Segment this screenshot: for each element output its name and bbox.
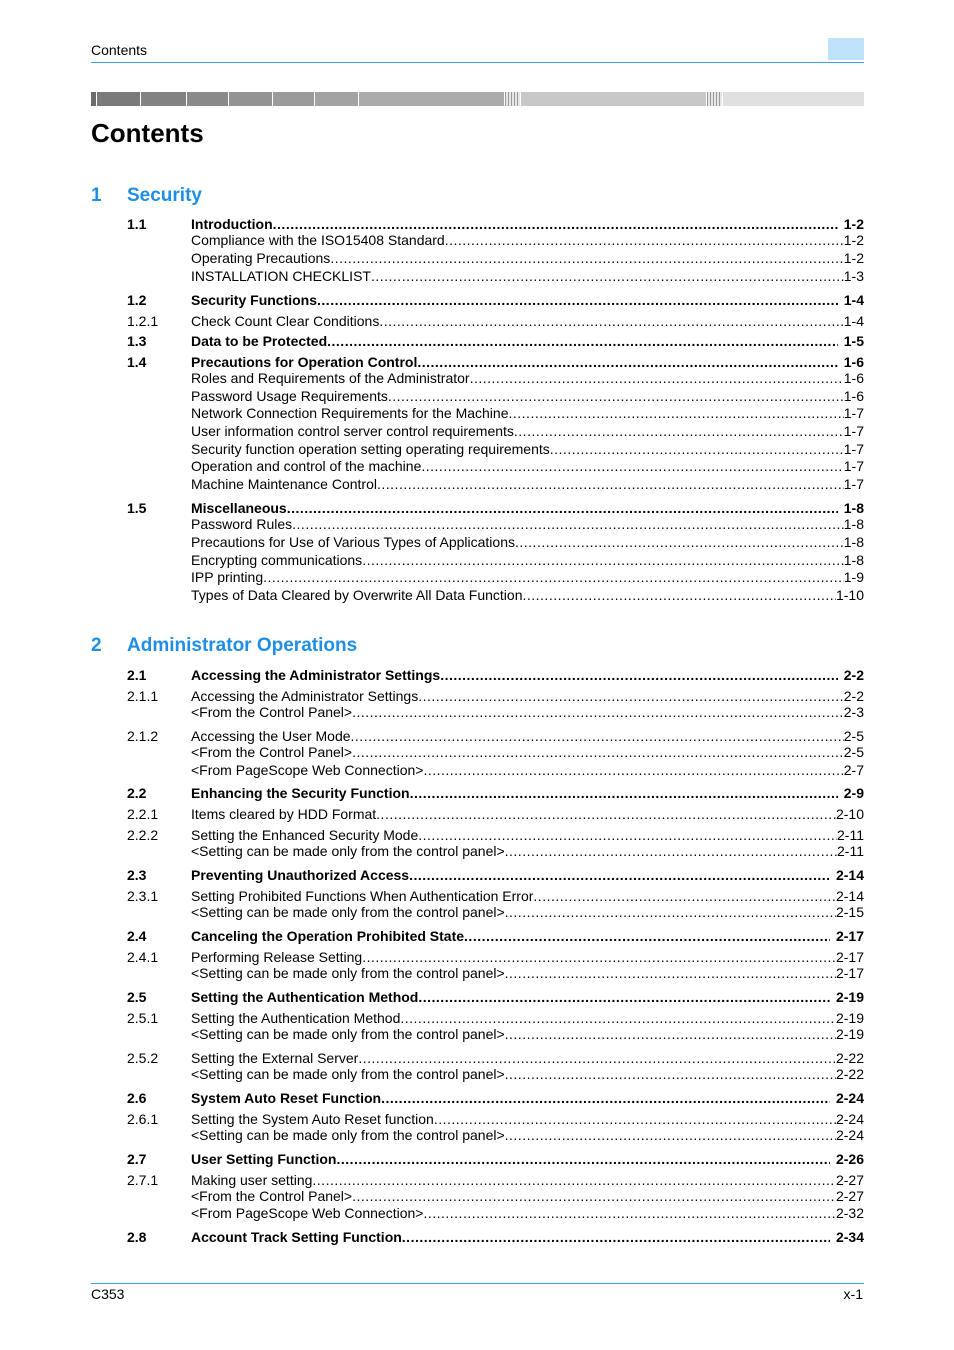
- toc-entry-title: Operation and control of the machine: [191, 458, 422, 474]
- toc-entry-number: 2.6: [127, 1090, 147, 1106]
- toc-leader-dots: [417, 354, 837, 371]
- toc-leader-dots: [505, 1026, 836, 1043]
- toc-entry-number: 2.5.1: [127, 1010, 159, 1026]
- toc-entry-line: [191, 843, 864, 860]
- toc-entry-title: Network Connection Requirements for the Machine: [191, 405, 509, 421]
- toc-entry-page: 2-14: [835, 867, 864, 883]
- toc-leader-dots: [352, 1188, 836, 1205]
- toc-entry[interactable]: [0, 843, 954, 860]
- toc-entry[interactable]: [0, 216, 954, 233]
- toc-entry-title: <Setting can be made only from the control panel>: [191, 843, 505, 859]
- toc-entry-line: [191, 1111, 864, 1128]
- toc-entry-line: [191, 534, 864, 551]
- toc-entry[interactable]: [0, 388, 954, 405]
- toc-entry-title: <Setting can be made only from the control panel>: [191, 904, 505, 920]
- toc-entry-title: <From the Control Panel>: [191, 704, 353, 720]
- toc-entry-line: [191, 587, 864, 604]
- toc-entry-title: Compliance with the ISO15408 Standard: [191, 232, 445, 248]
- toc-entry-line: [191, 904, 864, 921]
- toc-leader-dots: [402, 1229, 830, 1246]
- toc-entry-title: Setting Prohibited Functions When Authentication Error: [191, 888, 534, 904]
- toc-entry-line: [191, 405, 864, 422]
- toc-entry-number: 2.3: [127, 867, 147, 883]
- toc-entry-number: 2.7.1: [127, 1172, 159, 1188]
- toc-entry-number: 2.5.2: [127, 1050, 159, 1066]
- toc-entry[interactable]: [0, 423, 954, 440]
- toc-leader-dots: [376, 806, 836, 823]
- toc-entry-title: Introduction: [191, 216, 273, 232]
- toc-entry-number: 2.6.1: [127, 1111, 159, 1127]
- toc-leader-dots: [505, 965, 836, 982]
- toc-entry-page: 2-19: [835, 1010, 864, 1026]
- toc-entry-line: [191, 744, 864, 761]
- toc-entry-number: 2.4: [127, 928, 147, 944]
- toc-entry[interactable]: [0, 1188, 954, 1205]
- toc-leader-dots: [409, 867, 830, 884]
- toc-entry[interactable]: [0, 476, 954, 493]
- toc-entry-line: [191, 1172, 864, 1189]
- toc-entry-title: Setting the System Auto Reset function: [191, 1111, 434, 1127]
- toc-entry-number: 2.7: [127, 1151, 147, 1167]
- toc-entry-line: [191, 827, 864, 844]
- footer-page-number: x-1: [843, 1286, 863, 1302]
- toc-entry-page: 2-11: [837, 843, 864, 859]
- decorative-title-bar: [91, 92, 864, 106]
- toc-entry[interactable]: [0, 569, 954, 586]
- toc-entry-title: Accessing the User Mode: [191, 728, 351, 744]
- toc-leader-dots: [362, 552, 844, 569]
- toc-entry-page: 2-14: [835, 888, 864, 904]
- toc-entry-title: Canceling the Operation Prohibited State: [191, 928, 465, 944]
- toc-entry-page: 2-17: [835, 928, 864, 944]
- toc-entry-line: [191, 458, 864, 475]
- toc-entry[interactable]: [0, 989, 954, 1006]
- toc-entry-line: [191, 500, 864, 517]
- footer-model: C353: [91, 1286, 125, 1302]
- toc-entry[interactable]: [0, 806, 954, 823]
- toc-entry[interactable]: [0, 292, 954, 309]
- toc-entry-title: Machine Maintenance Control: [191, 476, 377, 492]
- toc-entry-line: [191, 667, 864, 684]
- toc-entry[interactable]: [0, 250, 954, 267]
- toc-entry-page: 1-2: [843, 216, 864, 232]
- toc-entry-title: <From PageScope Web Connection>: [191, 1205, 424, 1221]
- toc-entry[interactable]: [0, 441, 954, 458]
- toc-entry-page: 1-7: [843, 476, 864, 492]
- toc-leader-dots: [381, 1090, 830, 1107]
- toc-entry-page: 2-9: [843, 785, 864, 801]
- toc-entry-page: 1-8: [843, 516, 864, 532]
- toc-entry-page: 1-7: [843, 441, 864, 457]
- toc-entry-number: 1.5: [127, 500, 147, 516]
- toc-entry[interactable]: [0, 587, 954, 604]
- toc-entry[interactable]: [0, 1229, 954, 1246]
- page-title: Contents: [91, 118, 204, 148]
- toc-entry-page: 2-2: [843, 688, 864, 704]
- toc-entry-title: Performing Release Setting: [191, 949, 363, 965]
- toc-entry-page: 1-4: [843, 313, 864, 329]
- toc-entry-line: [191, 867, 864, 884]
- toc-entry-title: Accessing the Administrator Settings: [191, 667, 441, 683]
- toc-entry-title: Security function operation setting operating requirements: [191, 441, 550, 457]
- toc-entry-title: Password Usage Requirements: [191, 388, 388, 404]
- toc-entry[interactable]: [0, 1172, 954, 1189]
- toc-entry-number: 2.3.1: [127, 888, 159, 904]
- toc-entry-line: [191, 216, 864, 233]
- toc-entry[interactable]: [0, 728, 954, 745]
- chapter-heading[interactable]: [91, 635, 864, 659]
- toc-entry-page: 1-10: [835, 587, 864, 603]
- toc-entry-page: 2-17: [835, 965, 864, 981]
- toc-entry-page: 1-7: [843, 458, 864, 474]
- toc-entry-line: [191, 806, 864, 823]
- toc-entry-title: User information control server control requirements: [191, 423, 514, 439]
- toc-entry-page: 1-6: [843, 388, 864, 404]
- toc-entry-title: Password Rules: [191, 516, 293, 532]
- toc-entry[interactable]: [0, 1111, 954, 1128]
- toc-leader-dots: [514, 423, 844, 440]
- toc-entry-line: [191, 441, 864, 458]
- toc-entry[interactable]: [0, 1026, 954, 1043]
- toc-entry-page: 1-2: [843, 232, 864, 248]
- toc-entry-page: 2-5: [843, 744, 864, 760]
- toc-leader-dots: [418, 688, 844, 705]
- toc-leader-dots: [445, 232, 844, 249]
- toc-entry-title: <From the Control Panel>: [191, 1188, 353, 1204]
- chapter-number: 1: [91, 185, 102, 206]
- toc-entry-page: 2-27: [835, 1188, 864, 1204]
- toc-entry-page: 2-24: [835, 1127, 864, 1143]
- toc-leader-dots: [377, 476, 844, 493]
- toc-entry-page: 2-17: [835, 949, 864, 965]
- toc-entry-title: Encrypting communications: [191, 552, 363, 568]
- toc-entry-line: [191, 476, 864, 493]
- toc-entry[interactable]: [0, 1090, 954, 1107]
- toc-entry-line: [191, 313, 864, 330]
- toc-entry-page: 2-24: [835, 1111, 864, 1127]
- toc-leader-dots: [362, 949, 836, 966]
- toc-entry-title: Types of Data Cleared by Overwrite All Data Function: [191, 587, 523, 603]
- toc-entry-page: 2-11: [837, 827, 864, 843]
- toc-leader-dots: [533, 888, 836, 905]
- toc-leader-dots: [515, 534, 844, 551]
- toc-entry-number: 1.1: [127, 216, 147, 232]
- toc-entry-line: [191, 1151, 864, 1168]
- toc-leader-dots: [352, 744, 844, 761]
- toc-leader-dots: [263, 569, 844, 586]
- toc-entry[interactable]: [0, 500, 954, 517]
- toc-entry-number: 2.8: [127, 1229, 147, 1245]
- toc-leader-dots: [371, 268, 844, 285]
- toc-leader-dots: [287, 500, 838, 517]
- toc-entry-line: [191, 333, 864, 350]
- toc-leader-dots: [522, 587, 835, 604]
- toc-entry-line: [191, 388, 864, 405]
- toc-entry-title: Miscellaneous: [191, 500, 287, 516]
- toc-entry-page: 1-3: [843, 268, 864, 284]
- toc-entry-page: 2-2: [843, 667, 864, 683]
- chapter-heading[interactable]: [91, 185, 864, 209]
- toc-leader-dots: [317, 292, 838, 309]
- toc-leader-dots: [358, 1050, 836, 1067]
- toc-entry-number: 2.4.1: [127, 949, 159, 965]
- toc-entry-number: 1.3: [127, 333, 147, 349]
- toc-leader-dots: [505, 843, 837, 860]
- toc-entry[interactable]: [0, 704, 954, 721]
- toc-leader-dots: [410, 785, 838, 802]
- toc-entry-title: Roles and Requirements of the Administrator: [191, 370, 470, 386]
- toc-entry-page: 2-34: [835, 1229, 864, 1245]
- toc-leader-dots: [464, 928, 830, 945]
- chapter-title: Administrator Operations: [127, 635, 358, 656]
- toc-entry-page: 1-8: [843, 534, 864, 550]
- toc-entry-line: [191, 1188, 864, 1205]
- toc-entry-line: [191, 1127, 864, 1144]
- toc-leader-dots: [505, 1127, 836, 1144]
- toc-entry-line: [191, 1050, 864, 1067]
- toc-entry[interactable]: [0, 965, 954, 982]
- toc-entry-number: 2.2.1: [127, 806, 159, 822]
- toc-entry[interactable]: [0, 313, 954, 330]
- toc-leader-dots: [388, 388, 844, 405]
- toc-entry[interactable]: [0, 928, 954, 945]
- toc-entry-line: [191, 292, 864, 309]
- toc-leader-dots: [421, 458, 843, 475]
- toc-leader-dots: [379, 313, 843, 330]
- toc-leader-dots: [336, 1151, 830, 1168]
- toc-entry-page: 2-26: [835, 1151, 864, 1167]
- toc-leader-dots: [273, 216, 838, 233]
- toc-entry[interactable]: [0, 1205, 954, 1222]
- toc-entry-title: INSTALLATION CHECKLIST: [191, 268, 371, 284]
- running-title: Contents: [91, 42, 148, 58]
- toc-leader-dots: [509, 405, 844, 422]
- toc-entry-page: 1-2: [843, 250, 864, 266]
- toc-entry-title: User Setting Function: [191, 1151, 337, 1167]
- toc-leader-dots: [470, 370, 844, 387]
- toc-entry-title: Security Functions: [191, 292, 318, 308]
- toc-entry-page: 1-6: [843, 354, 864, 370]
- toc-entry-line: [191, 1205, 864, 1222]
- toc-entry-title: Setting the Authentication Method: [191, 1010, 401, 1026]
- toc-entry-line: [191, 1229, 864, 1246]
- toc-entry[interactable]: [0, 888, 954, 905]
- toc-entry-title: <From the Control Panel>: [191, 744, 353, 760]
- toc-entry[interactable]: [0, 458, 954, 475]
- toc-leader-dots: [292, 516, 844, 533]
- toc-entry[interactable]: [0, 405, 954, 422]
- toc-entry[interactable]: [0, 827, 954, 844]
- toc-entry-page: 1-9: [843, 569, 864, 585]
- toc-entry-line: [191, 785, 864, 802]
- toc-entry-line: [191, 1010, 864, 1027]
- toc-leader-dots: [312, 1172, 836, 1189]
- toc-entry-page: 2-27: [835, 1172, 864, 1188]
- toc-leader-dots: [423, 1205, 836, 1222]
- toc-entry[interactable]: [0, 552, 954, 569]
- toc-entry[interactable]: [0, 1066, 954, 1083]
- toc-entry-title: <Setting can be made only from the control panel>: [191, 1026, 505, 1042]
- chapter-number: 2: [91, 635, 102, 656]
- toc-entry-line: [191, 354, 864, 371]
- toc-entry[interactable]: [0, 1050, 954, 1067]
- toc-leader-dots: [434, 1111, 836, 1128]
- toc-entry-page: 2-19: [835, 1026, 864, 1042]
- toc-entry-page: 1-8: [843, 500, 864, 516]
- toc-entry-page: 1-7: [843, 405, 864, 421]
- toc-entry[interactable]: [0, 904, 954, 921]
- toc-entry-page: 2-22: [835, 1050, 864, 1066]
- toc-entry-line: [191, 704, 864, 721]
- toc-entry-page: 2-10: [835, 806, 864, 822]
- toc-entry-page: 2-7: [843, 762, 864, 778]
- toc-entry-page: 1-4: [843, 292, 864, 308]
- toc-entry-title: System Auto Reset Function: [191, 1090, 382, 1106]
- toc-entry-line: [191, 423, 864, 440]
- toc-entry-title: <Setting can be made only from the control panel>: [191, 1127, 505, 1143]
- toc-entry-line: [191, 1066, 864, 1083]
- toc-leader-dots: [423, 762, 843, 779]
- toc-entry-number: 1.4: [127, 354, 147, 370]
- toc-entry-line: [191, 516, 864, 533]
- toc-entry[interactable]: [0, 688, 954, 705]
- toc-entry-number: 2.5: [127, 989, 147, 1005]
- toc-entry[interactable]: [0, 534, 954, 551]
- toc-entry-title: IPP printing: [191, 569, 264, 585]
- toc-entry-title: Making user setting: [191, 1172, 313, 1188]
- toc-entry[interactable]: [0, 1010, 954, 1027]
- toc-entry-line: [191, 569, 864, 586]
- toc-leader-dots: [418, 989, 830, 1006]
- toc-leader-dots: [550, 441, 844, 458]
- toc-entry-title: Items cleared by HDD Format: [191, 806, 377, 822]
- toc-entry-title: Account Track Setting Function: [191, 1229, 402, 1245]
- toc-entry[interactable]: [0, 232, 954, 249]
- toc-entry-line: [191, 928, 864, 945]
- toc-entry-title: <Setting can be made only from the control panel>: [191, 965, 505, 981]
- toc-entry-title: Precautions for Use of Various Types of Applications: [191, 534, 515, 550]
- toc-entry-title: Setting the Authentication Method: [191, 989, 419, 1005]
- toc-leader-dots: [418, 827, 837, 844]
- toc-entry-line: [191, 552, 864, 569]
- toc-entry-line: [191, 268, 864, 285]
- toc-leader-dots: [440, 667, 838, 684]
- toc-entry-title: Data to be Protected: [191, 333, 328, 349]
- toc-entry[interactable]: [0, 370, 954, 387]
- toc-leader-dots: [327, 333, 838, 350]
- toc-leader-dots: [330, 250, 843, 267]
- toc-entry-title: <From PageScope Web Connection>: [191, 762, 424, 778]
- toc-entry-title: Enhancing the Security Function: [191, 785, 410, 801]
- toc-entry-number: 1.2.1: [127, 313, 159, 329]
- toc-entry-page: 2-15: [835, 904, 864, 920]
- toc-entry-title: Setting the External Server: [191, 1050, 359, 1066]
- toc-entry[interactable]: [0, 1127, 954, 1144]
- toc-entry-page: 2-5: [843, 728, 864, 744]
- toc-entry-number: 2.1.2: [127, 728, 159, 744]
- toc-entry[interactable]: [0, 667, 954, 684]
- toc-entry-page: 2-3: [843, 704, 864, 720]
- toc-entry-line: [191, 1026, 864, 1043]
- toc-entry-line: [191, 1090, 864, 1107]
- toc-entry-title: <Setting can be made only from the control panel>: [191, 1066, 505, 1082]
- toc-entry[interactable]: [0, 762, 954, 779]
- toc-entry[interactable]: [0, 949, 954, 966]
- header-rule: [91, 62, 864, 63]
- toc-entry-page: 2-32: [835, 1205, 864, 1221]
- toc-entry-title: Precautions for Operation Control: [191, 354, 418, 370]
- toc-entry-line: [191, 989, 864, 1006]
- toc-entry-title: Accessing the Administrator Settings: [191, 688, 419, 704]
- toc-entry-number: 2.2: [127, 785, 147, 801]
- toc-entry[interactable]: [0, 333, 954, 350]
- toc-leader-dots: [400, 1010, 836, 1027]
- toc-entry-line: [191, 728, 864, 745]
- toc-entry-number: 2.2.2: [127, 827, 159, 843]
- toc-entry-number: 2.1.1: [127, 688, 159, 704]
- toc-entry[interactable]: [0, 785, 954, 802]
- toc-entry-page: 1-6: [843, 370, 864, 386]
- toc-entry-title: Setting the Enhanced Security Mode: [191, 827, 419, 843]
- toc-entry-title: Preventing Unauthorized Access: [191, 867, 410, 883]
- toc-entry[interactable]: [0, 354, 954, 371]
- toc-entry[interactable]: [0, 744, 954, 761]
- toc-entry-page: 1-8: [843, 552, 864, 568]
- toc-entry[interactable]: [0, 1151, 954, 1168]
- toc-entry-number: 2.1: [127, 667, 147, 683]
- toc-entry-line: [191, 965, 864, 982]
- toc-entry-line: [191, 250, 864, 267]
- toc-entry-page: 2-19: [835, 989, 864, 1005]
- toc-entry-page: 2-24: [835, 1090, 864, 1106]
- toc-entry-page: 2-22: [835, 1066, 864, 1082]
- toc-entry-line: [191, 888, 864, 905]
- toc-entry-page: 1-7: [843, 423, 864, 439]
- toc-entry-title: Check Count Clear Conditions: [191, 313, 380, 329]
- toc-entry[interactable]: [0, 867, 954, 884]
- footer-rule: [91, 1283, 864, 1284]
- header-tab-marker: [828, 38, 864, 60]
- toc-leader-dots: [505, 904, 836, 921]
- toc-entry-line: [191, 762, 864, 779]
- toc-leader-dots: [351, 728, 844, 745]
- toc-entry-line: [191, 370, 864, 387]
- chapter-title: Security: [127, 185, 202, 206]
- toc-leader-dots: [352, 704, 844, 721]
- toc-entry[interactable]: [0, 516, 954, 533]
- toc-entry-page: 1-5: [843, 333, 864, 349]
- toc-entry-line: [191, 688, 864, 705]
- toc-entry[interactable]: [0, 268, 954, 285]
- toc-entry-title: Operating Precautions: [191, 250, 331, 266]
- toc-entry-line: [191, 232, 864, 249]
- toc-leader-dots: [505, 1066, 836, 1083]
- toc-entry-number: 1.2: [127, 292, 147, 308]
- toc-entry-line: [191, 949, 864, 966]
